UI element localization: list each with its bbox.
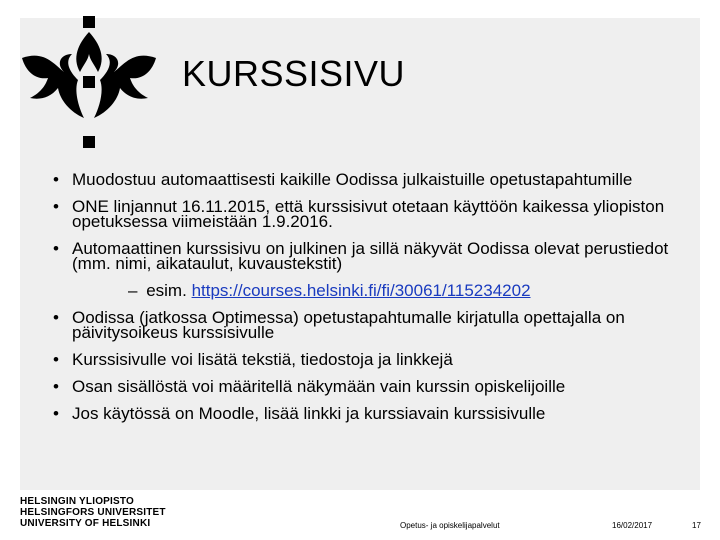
bullet-list (48, 172, 698, 433)
bullet-item (48, 310, 698, 340)
bullet-marker: • (53, 170, 59, 189)
bullet-text: Automaattinen kurssisivu on julkinen ja sillä näkyvät Oodissa olevat perustiedot (mm. nimi, aikataulut, kuvaustekstit) (72, 239, 669, 273)
bullet-marker: • (53, 197, 59, 216)
bullet-item (48, 199, 698, 229)
bullet-item (48, 172, 698, 187)
bullet-marker: • (53, 377, 59, 396)
footer-date: 16/02/2017 (612, 521, 653, 530)
university-name-fi: HELSINGIN YLIOPISTO (20, 496, 135, 507)
bullet-marker: • (53, 404, 59, 423)
bullet-item (48, 241, 698, 271)
bullet-text: Osan sisällöstä voi määritellä näkymään vain kurssin opiskelijoille (72, 377, 566, 396)
university-name (20, 496, 166, 529)
university-name-en: UNIVERSITY OF HELSINKI (20, 518, 151, 529)
bullet-marker: • (53, 308, 59, 327)
bullet-item (48, 352, 698, 367)
sub-bullet-prefix: esim. (146, 281, 187, 300)
footer-department: Opetus- ja opiskelijapalvelut (400, 521, 500, 530)
sub-bullet-item (48, 283, 698, 298)
bullet-text: Kurssisivulle voi lisätä tekstiä, tiedostoja ja linkkejä (72, 350, 453, 369)
bullet-text: ONE linjannut 16.11.2015, että kurssisivut otetaan käyttöön kaikessa yliopiston opetuksessa viimeistään 1.9.2016. (72, 197, 665, 231)
bullet-marker: • (53, 239, 59, 258)
bullet-text: Muodostuu automaattisesti kaikille Oodissa julkaistuille opetustapahtumille (72, 170, 633, 189)
course-page-link[interactable]: https://courses.helsinki.fi/fi/30061/115234202 (191, 281, 531, 300)
university-flame-logo-icon (14, 14, 164, 154)
bullet-item (48, 406, 698, 421)
bullet-item (48, 379, 698, 394)
sub-bullet-dash: – (128, 281, 138, 300)
bullet-marker: • (53, 350, 59, 369)
slide-title: KURSSISIVU (182, 53, 406, 94)
university-name-sv: HELSINGFORS UNIVERSITET (20, 507, 166, 518)
footer-page-number: 17 (692, 521, 701, 530)
bullet-text: Oodissa (jatkossa Optimessa) opetustapahtumalle kirjatulla opettajalla on päivitysoikeus kurssisivulle (72, 308, 625, 342)
bullet-text: Jos käytössä on Moodle, lisää linkki ja kurssiavain kurssisivulle (72, 404, 546, 423)
